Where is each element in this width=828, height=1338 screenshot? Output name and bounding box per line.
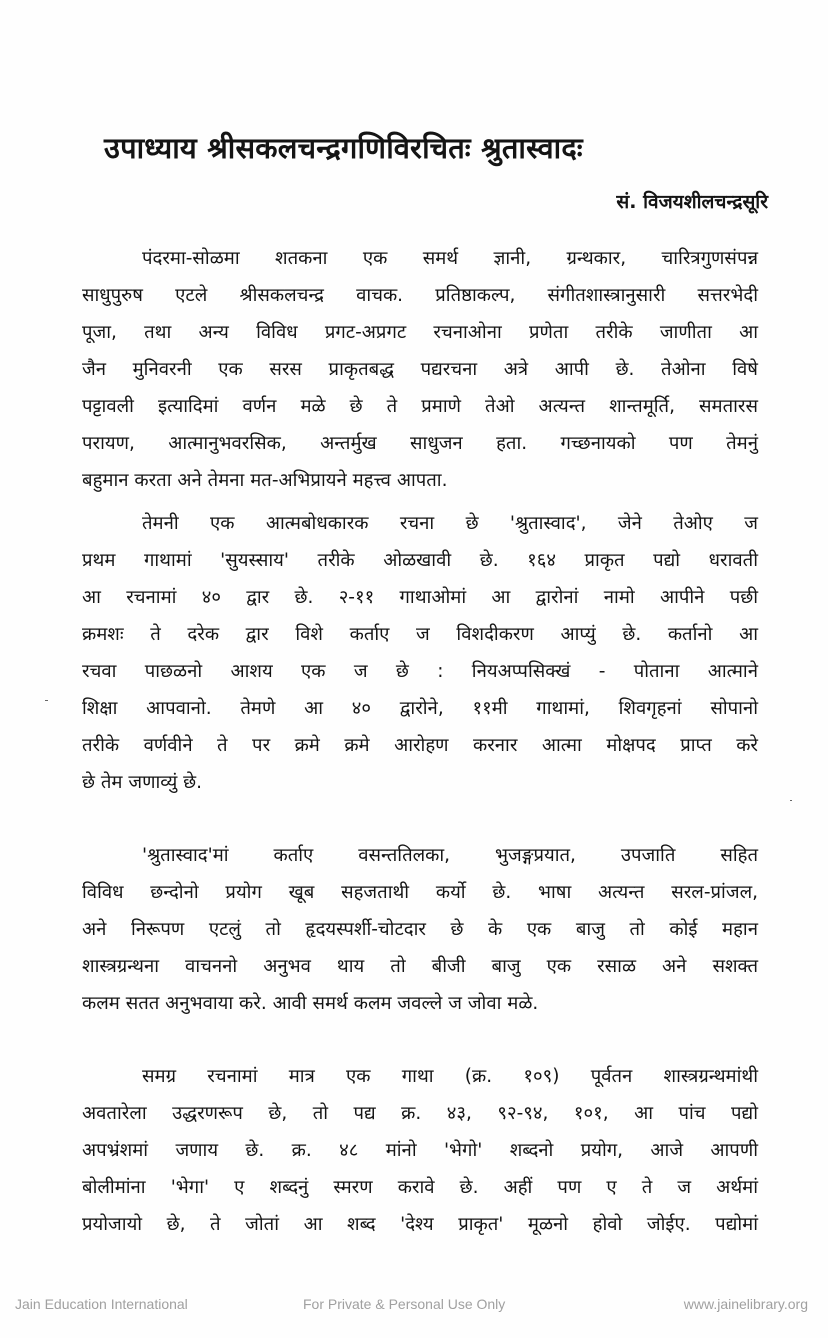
text-line: पट्टावली इत्यादिमां वर्णन मळे छे ते प्रमाणे तेओ अत्यन्त शान्तमूर्ति, समतारस — [82, 396, 758, 417]
text-line: पूजा, तथा अन्य विविध प्रगट-अप्रगट रचनाओना प्रणेता तरीके जाणीता आ — [82, 322, 758, 343]
page-footer — [0, 1296, 828, 1318]
text-line: प्रथम गाथामां 'सुयस्साय' तरीके ओळखावी छे. १६४ प्राकृत पद्यो धरावती — [82, 550, 758, 571]
text-line: बोलीमांना 'भेगा' ए शब्दनुं स्मरण करावे छे. अहीं पण ए ते ज अर्थमां — [82, 1177, 758, 1198]
text-line: तरीके वर्णवीने ते पर क्रमे क्रमे आरोहण करनार आत्मा मोक्षपद प्राप्त करे — [82, 735, 758, 756]
text-line: क्रमशः ते दरेक द्वार विशे कर्ताए ज विशदीकरण आप्युं छे. कर्तानो आ — [82, 624, 758, 645]
text-line: शिक्षा आपवानो. तेमणे आ ४० द्वारोने, ११मी गाथामां, शिवगृहनां सोपानो — [82, 698, 758, 719]
footer-website: www.jainelibrary.org — [683, 1296, 808, 1312]
text-line: जैन मुनिवरनी एक सरस प्राकृतबद्ध पद्यरचना अत्रे आपी छे. तेओना विषे — [82, 359, 758, 380]
scan-speck — [45, 700, 48, 701]
text-line: पंदरमा-सोळमा शतकना एक समर्थ ज्ञानी, ग्रन्थकार, चारित्रगुणसंपन्न — [142, 248, 758, 269]
text-line: अवतारेला उद्धरणरूप छे, तो पद्य क्र. ४३, ९२-९४, १०१, आ पांच पद्यो — [82, 1103, 758, 1124]
page-title: उपाध्याय श्रीसकलचन्द्रगणिविरचितः श्रुतास्वादः — [104, 131, 583, 165]
text-line: परायण, आत्मानुभवरसिक, अन्तर्मुख साधुजन हता. गच्छनायको पण तेमनुं — [82, 433, 758, 454]
footer-publisher: Jain Education International — [15, 1296, 188, 1312]
text-line: साधुपुरुष एटले श्रीसकलचन्द्र वाचक. प्रतिष्ठाकल्प, संगीतशास्त्रानुसारी सत्तरभेदी — [82, 285, 758, 306]
paragraph-1 — [82, 240, 758, 499]
paragraph-2 — [82, 505, 758, 801]
text-line: 'श्रुतास्वाद'मां कर्ताए वसन्ततिलका, भुजङ्गप्रयात, उपजाति सहित — [142, 845, 758, 866]
text-line: कलम सतत अनुभवाया करे. आवी समर्थ कलम जवल्ले ज जोवा मळे. — [82, 993, 539, 1014]
text-line: प्रयोजायो छे, ते जोतां आ शब्द 'देश्य प्राकृत' मूळनो होवो जोईए. पद्योमां — [82, 1214, 758, 1235]
scan-speck — [790, 800, 792, 801]
text-line: तेमनी एक आत्मबोधकारक रचना छे 'श्रुतास्वाद', जेने तेओए ज — [142, 513, 758, 534]
paragraph-3 — [82, 837, 758, 1022]
footer-usage-note: For Private & Personal Use Only — [303, 1296, 506, 1312]
text-line: रचवा पाछळनो आशय एक ज छे : नियअप्पसिक्खं - पोताना आत्माने — [82, 661, 758, 682]
text-line: आ रचनामां ४० द्वार छे. २-११ गाथाओमां आ द्वारोनां नामो आपीने पछी — [82, 587, 758, 608]
text-line: समग्र रचनामां मात्र एक गाथा (क्र. १०९) पूर्वतन शास्त्रग्रन्थमांथी — [142, 1066, 758, 1087]
text-line: बहुमान करता अने तेमना मत-अभिप्रायने महत्त्व आपता. — [82, 470, 448, 491]
text-line: अपभ्रंशमां जणाय छे. क्र. ४८ मांनो 'भेगो' शब्दनो प्रयोग, आजे आपणी — [82, 1140, 758, 1161]
editor-credit: सं. विजयशीलचन्द्रसूरि — [616, 191, 768, 213]
text-line: छे तेम जणाव्युं छे. — [82, 772, 203, 793]
paragraph-4 — [82, 1058, 758, 1243]
text-line: शास्त्रग्रन्थना वाचननो अनुभव थाय तो बीजी बाजु एक रसाळ अने सशक्त — [82, 956, 758, 977]
text-line: विविध छन्दोनो प्रयोग खूब सहजताथी कर्यो छे. भाषा अत्यन्त सरल-प्रांजल, — [82, 882, 758, 903]
text-line: अने निरूपण एटलुं तो हृदयस्पर्शी-चोटदार छे के एक बाजु तो कोई महान — [82, 919, 758, 940]
